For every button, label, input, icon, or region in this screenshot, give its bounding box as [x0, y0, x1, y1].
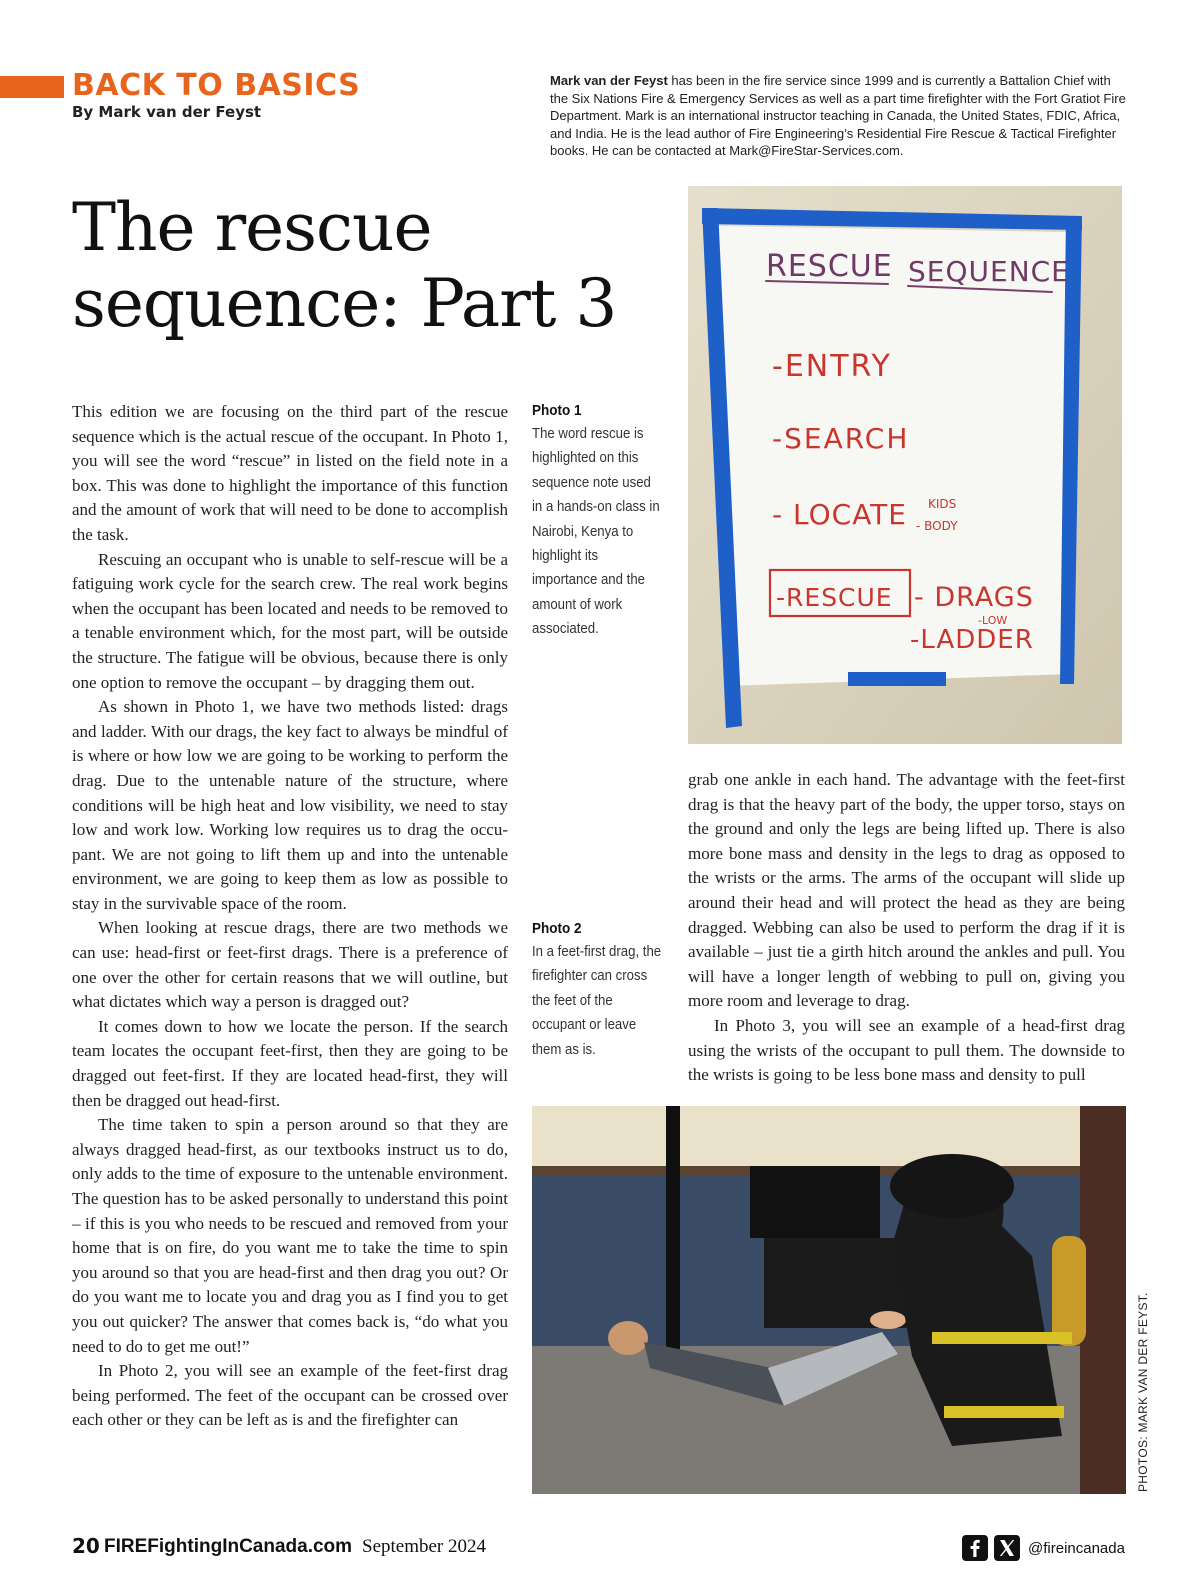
wb-item-search: -SEARCH: [772, 422, 910, 455]
photo-2-caption-title: Photo 2: [532, 920, 582, 937]
wb-title-right: SEQUENCE: [908, 255, 1070, 288]
body-paragraph: As shown in Photo 1, we have two methods listed: drags and ladder. With our drags, the key fact to always be mindful of is where or how low we are going to be working to perform the drag. Due to the untenable nature of the structure, where conditions will be high heat and low visibility, we need to stay low and work low. Working low requires us to drag the occu-pant. We are not going to lift them up and into the untenable environment, we are going to keep them as low as possible to stay in the survivable space of the room.: [72, 697, 508, 913]
wb-item-ladder: -LADDER: [910, 625, 1034, 655]
photo-2-feet-first-drag: [532, 1106, 1126, 1494]
body-paragraph: grab one ankle in each hand. The advantage with the feet-first drag is that the heavy part of the body, the upper torso, stays on the ground and only the legs are being lifted up. There is also more bone mass and density in the legs to drag as opposed to the wrists or the arms. The arms of the occupant will slide up around their head and will protect the head as they are being dragged. Webbing can also be used to perform the drag if it is available – just tie a girth hitch around the ankles and pull. You will have a longer length of webbing to pull on, giving you more room and leverage to drag.: [688, 770, 1125, 1011]
scba-cylinder: [1052, 1236, 1086, 1346]
drag-scene-illustration: [532, 1106, 1126, 1494]
facebook-icon[interactable]: [962, 1535, 988, 1561]
wb-item-rescue: -RESCUE: [776, 583, 893, 612]
x-icon[interactable]: [994, 1535, 1020, 1561]
body-paragraph: Rescuing an occupant who is unable to self-rescue will be a fatiguing work cycle for the search crew. The real work begins when the occupant has been located and needs to be removed to a tenable environment which, for the most part, will be outside the structure. The fatigue will be obvious, because there is only one option to remove the occupant – by dragging them out.: [72, 549, 508, 692]
article-right-column: [688, 768, 1125, 1088]
footer-date: September 2024: [362, 1536, 487, 1557]
article-main-column: [72, 400, 508, 1433]
whiteboard-illustration: [688, 186, 1122, 744]
whiteboard-text: [766, 249, 1070, 288]
article-headline: [72, 190, 672, 342]
section-label: BACK TO BASICS: [72, 68, 361, 103]
upper-wall: [532, 1106, 1126, 1166]
headline-line-1: The rescue: [72, 189, 432, 266]
wb-item-entry: -ENTRY: [772, 349, 892, 384]
reflective-stripe-1: [932, 1332, 1072, 1344]
footer-site-link[interactable]: FIREFightingInCanada.com: [104, 1536, 353, 1557]
social-handle[interactable]: @fireincanada: [1028, 1540, 1125, 1557]
reflective-stripe-2: [944, 1406, 1064, 1418]
body-paragraph: This edition we are focusing on the third part of the rescue sequence which is the actual rescue of the occupant. In Photo 1, you will see the word “rescue” in listed on the field note in a box. This was done to highlight the importance of this function and the amount of work that will need to be done to accomplish the task.: [72, 402, 508, 544]
photo-2-caption: [532, 918, 662, 1062]
body-paragraph: When looking at rescue drags, there are two methods we can use: head-first or feet-first drags. There is a preference of one over the other for certain reasons that we will outline, but what dictates which way a person is dragged out?: [72, 918, 508, 1012]
author-bio-text: has been in the fire service since 1999 and is currently a Battalion Chief with the Six Nations Fire & Emergency Services as well as a part time firefighter with the Fort Gratiot Fire Department. Mark is an international instructor teaching in Canada, the United States, FDIC, Africa, and India. He is the lead author of Fire Engineering’s Residential Fire Rescue & Tactical Firefighter books. He can be contacted at Mark@FireStar-Services.com.: [550, 73, 1126, 158]
wb-item-locate-body: - BODY: [916, 519, 958, 533]
author-bio: [550, 72, 1130, 160]
tv-screen: [750, 1166, 880, 1238]
author-name: Mark van der Feyst: [550, 73, 668, 88]
body-paragraph: It comes down to how we locate the person. If the search team locates the occupant feet-first, then they are going to be dragged out feet-first. If they are located head-first, they will then be dragged out head-first.: [72, 1016, 508, 1110]
brick-fireplace: [1080, 1106, 1126, 1494]
body-paragraph: In Photo 3, you will see an example of a head-first drag using the wrists of the occupant to pull them. The downside to the wrists is going to be less bone mass and density to pull: [688, 1015, 1125, 1085]
wb-item-drags: - DRAGS: [914, 582, 1034, 613]
occupant-head: [608, 1321, 648, 1355]
section-accent-bar: [0, 76, 64, 98]
byline: By Mark van der Feyst: [72, 103, 262, 121]
wb-item-drags-low: -LOW: [978, 614, 1008, 627]
photo-1-caption-text: The word rescue is highlighted on this sequence note used in a hands-on class in Nairobi, Kenya to highlight its importance and the amount of work associated.: [532, 425, 660, 638]
page-number: 20: [72, 1534, 100, 1558]
photo-1-whiteboard: [688, 186, 1122, 744]
speaker-tower: [666, 1106, 680, 1366]
photo-1-caption: [532, 400, 662, 642]
body-paragraph: The time taken to spin a person around so that they are always dragged head-first, as our textbooks instruct us to do, only adds to the time of exposure to the untenable environment. The question has to be asked personally to understand this point – if this is you who needs to be rescued and removed from your home that is on fire, do you want me to take the time to spin you around so that you are head-first and then drag you out? Or do you want me to locate you and drag you as I find you to get you out quicker? The answer that comes back is, “do what you need to do to get me out!”: [72, 1115, 508, 1356]
photo-1-caption-title: Photo 1: [532, 402, 582, 419]
firefighter-helmet: [890, 1154, 1014, 1218]
body-paragraph: In Photo 2, you will see an example of the feet-first drag being performed. The feet of the occupant can be crossed over each other or they can be left as is and the firefighter can: [72, 1361, 508, 1430]
wb-item-locate-kids: KIDS: [928, 497, 957, 511]
headline-line-2: sequence: Part 3: [72, 265, 617, 342]
photo-2-caption-text: In a feet-first drag, the firefighter can cross the feet of the occupant or leave them as is.: [532, 943, 662, 1058]
wb-item-locate: - LOCATE: [772, 498, 907, 531]
wb-title-left: RESCUE: [766, 249, 893, 284]
occupant-feet: [870, 1311, 906, 1329]
photo-credit: PHOTOS: MARK VAN DER FEYST.: [1136, 1292, 1150, 1492]
